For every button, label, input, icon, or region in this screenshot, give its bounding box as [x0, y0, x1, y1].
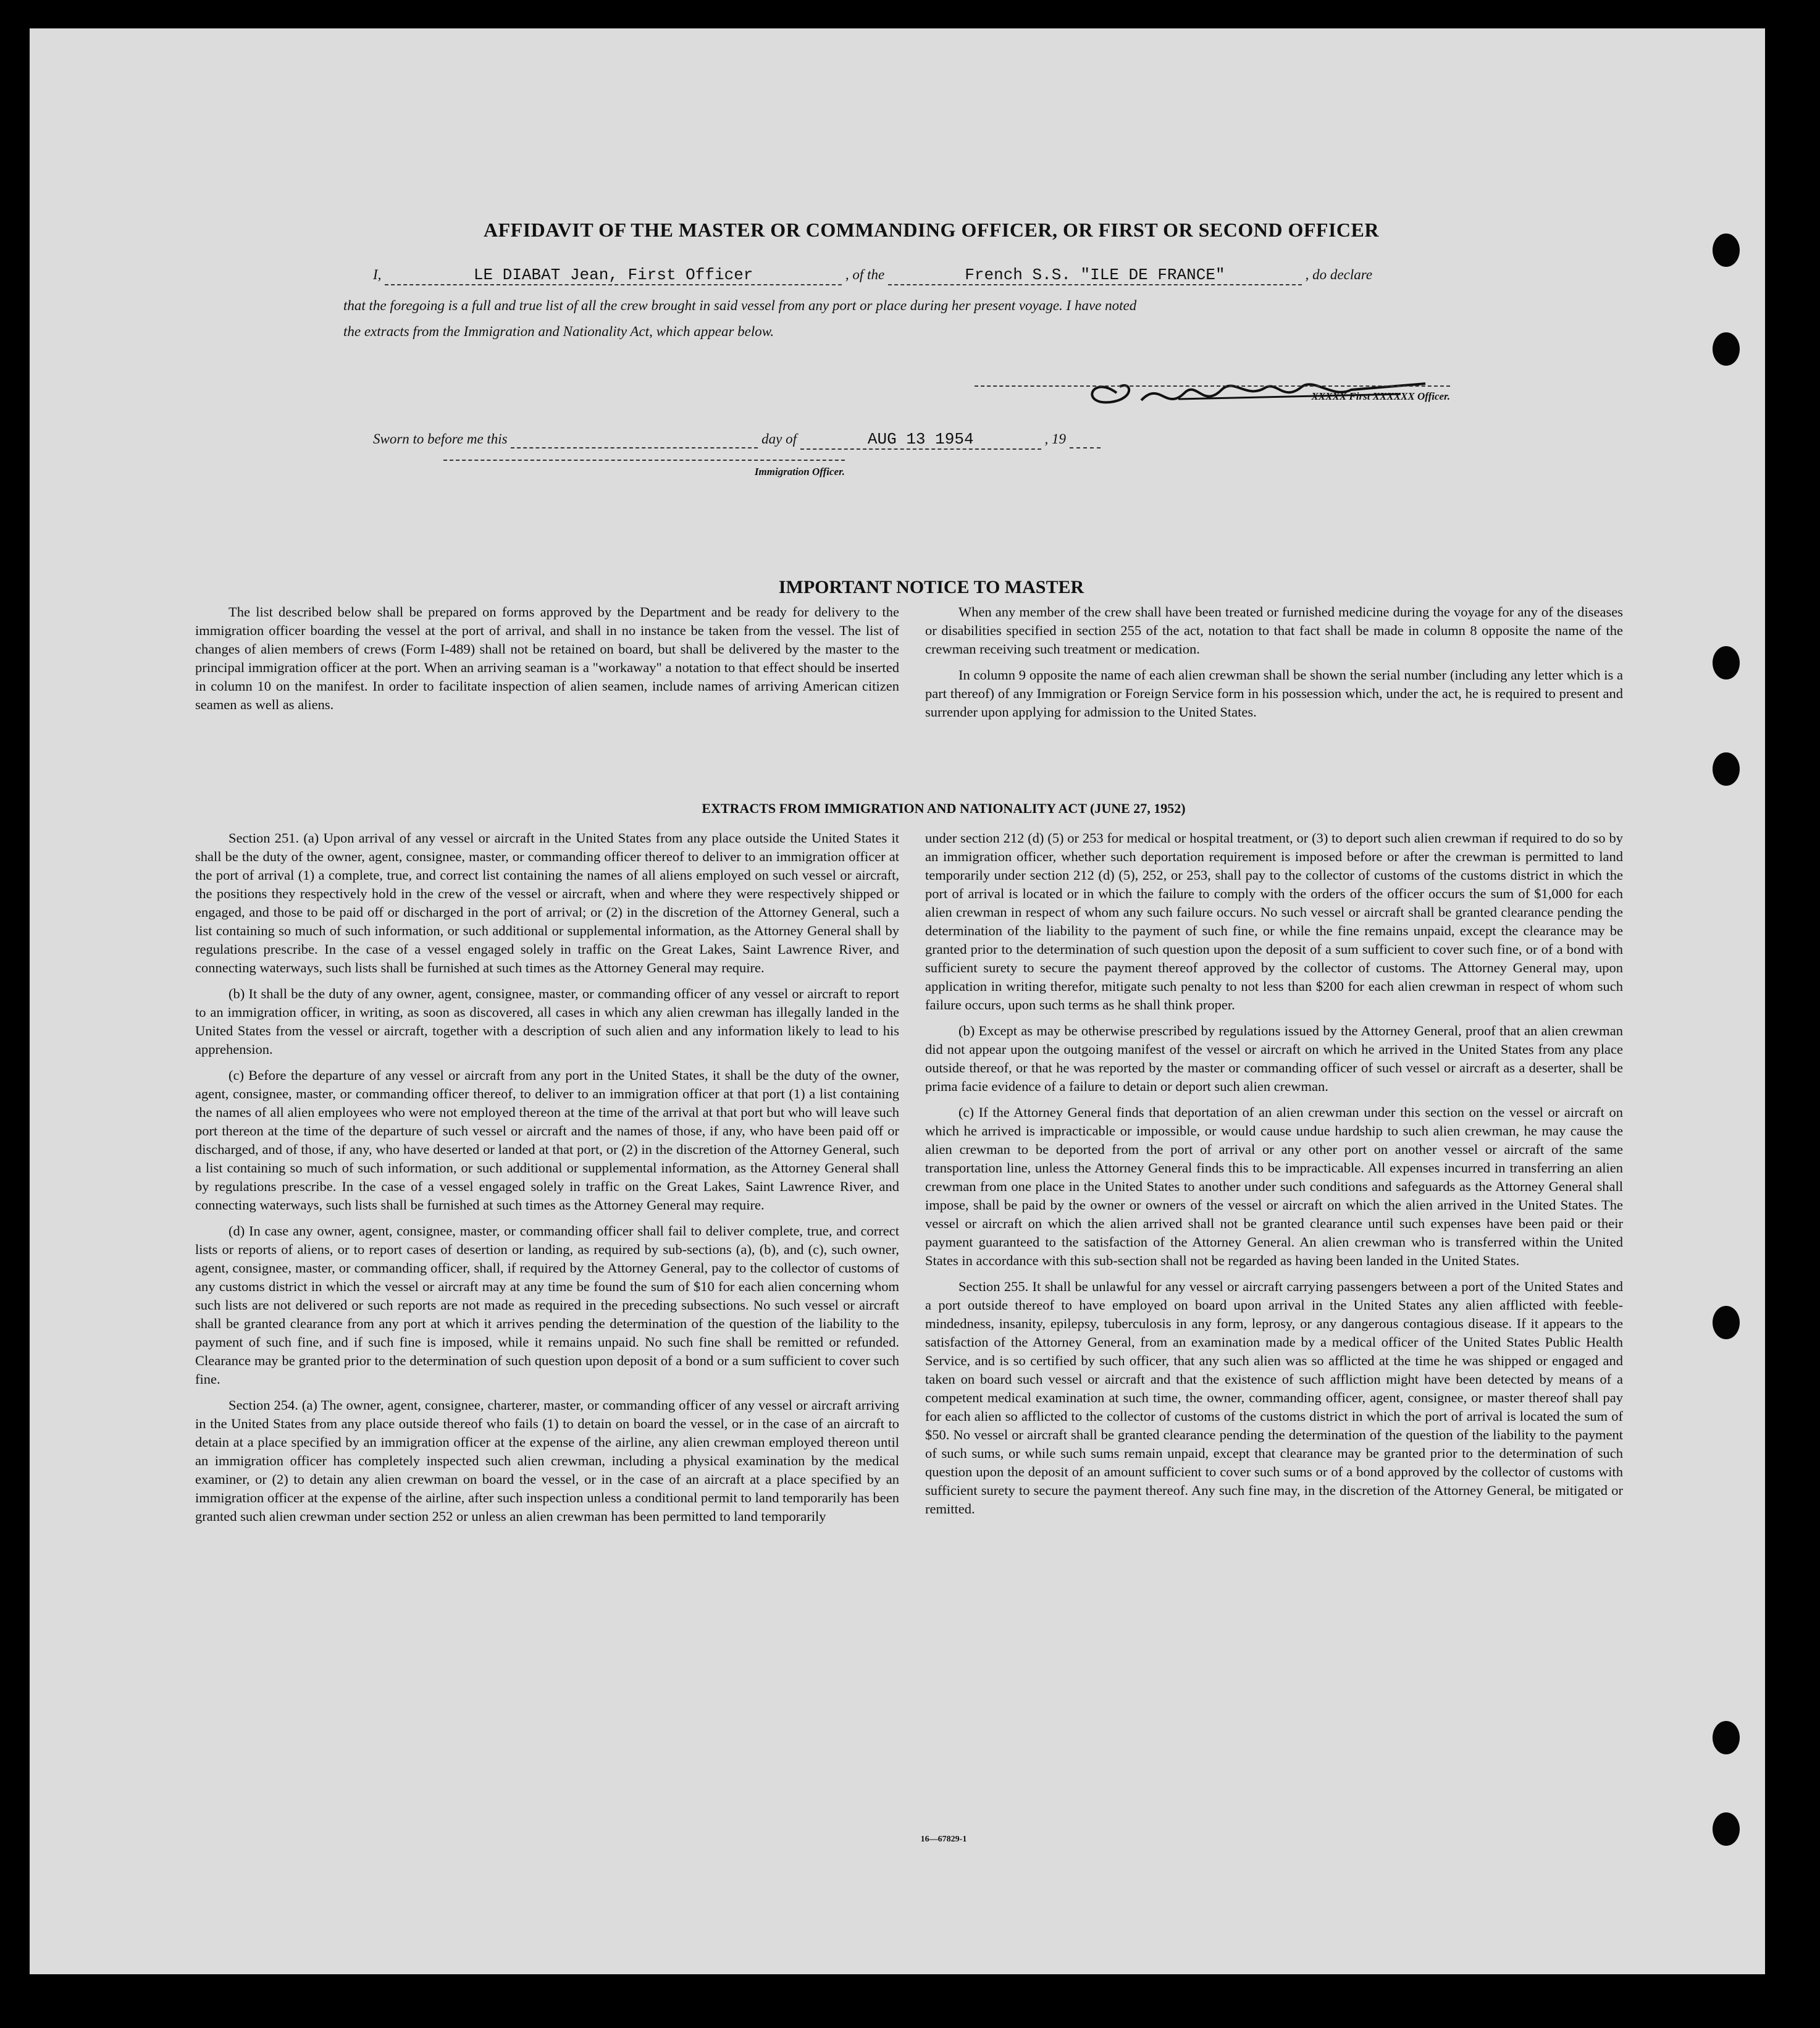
- notice-title: IMPORTANT NOTICE TO MASTER: [778, 577, 1084, 597]
- immigration-officer-line: [443, 460, 845, 461]
- sworn-line: [373, 430, 1238, 450]
- extract-paragraph: (c) If the Attorney General finds that deportation of an alien crewman under this section on the vessel or aircraft on which he arrived is impracticable or impossible, or would cause undue hardship to such alien crewman, he may cause the alien crewman to be deported from the port of arrival or any other port on another vessel or aircraft of the same transportation line, unless the Attorney General finds this to be impracticable. All expenses incurred in transferring an alien crewman from one place in the United States to another under such conditions and safeguards as the Attorney General shall impose, shall be paid by the owner or owners of the vessel or aircraft on which the alien arrived in the United States. The vessel or aircraft on which the alien arrived shall not be granted clearance until such expenses have been paid or their payment guaranteed to the satisfaction of the Attorney General. An alien crewman who is transferred within the United States in accordance with this sub-section shall not be regarded as having been landed in the United States.: [925, 1104, 1623, 1268]
- date-stamp: AUG 13 1954: [867, 430, 974, 448]
- do-declare-label: , do declare: [1305, 267, 1373, 282]
- extract-paragraph: (d) In case any owner, agent, consignee, master, or commanding officer shall fail to deliver complete, true, and correct lists or reports of aliens, or to report cases of desertion or landing, as required by sub-sections (a), (b), and (c), such owner, agent, consignee, master, or commanding officer, shall, if required by the Attorney General, pay to the collector of customs of any customs district in which the vessel or aircraft may at any time be found the sum of $10 for each alien concerning whom such lists are not delivered or such reports are not made as required in the preceding subsections. No such vessel or aircraft shall be granted clearance from any port at which it arrives pending the determination of the question of the liability to the payment of such fine, and if such fine is imposed, while it remains unpaid. No such fine shall be remitted or refunded. Clearance may be granted prior to the determination of such question upon deposit of a bond or a sum sufficient to cover such fine.: [195, 1223, 899, 1387]
- punch-hole-icon: [1713, 332, 1740, 366]
- punch-hole-icon: [1713, 646, 1740, 680]
- form-number: 16—67829-1: [920, 1835, 967, 1844]
- day-of-label: day of: [761, 431, 797, 447]
- form-sheet: [30, 28, 1765, 1974]
- extracts-title: EXTRACTS FROM IMMIGRATION AND NATIONALITY ACT (JUNE 27, 1952): [702, 801, 1186, 816]
- extract-paragraph: (c) Before the departure of any vessel or aircraft from any port in the United States, it shall be the duty of the owner, agent, consignee, master, or commanding officer thereof, to deliver to an immigration officer at that port (1) a list containing the names of all alien employees who were not employed thereon at the time of the arrival at that port but who will leave such port thereon at the time of the departure of such vessel or aircraft and the names of those, if any, who have been paid off or discharged, and of those, if any, who have deserted or landed at that port, or (2) in the discretion of the Attorney General, such a list containing so much of such information, or such additional or supplemental information, as the Attorney General shall by regulations prescribe. In the case of a vessel engaged solely in traffic on the Great Lakes, Saint Lawrence River, and connecting waterways, such lists shall be furnished at such times as the Attorney General may require.: [195, 1067, 899, 1213]
- extracts-right-column: [925, 829, 1623, 1526]
- notice-right-column: [925, 603, 1623, 729]
- notice-paragraph: The list described below shall be prepared on forms approved by the Department and be ready for delivery to the immigration officer boarding the vessel at the port of arrival, and shall in no instance be taken from the vessel. The list of changes of alien members of crews (Form I-489) shall not be retained on board, but shall be delivered by the master to the principal immigration officer at the port. When an arriving seaman is a "workaway" a notation to that effect should be inserted in column 10 on the manifest. In order to facilitate inspection of alien seamen, include names of arriving American citizen seamen as well as aliens.: [195, 604, 899, 712]
- notice-paragraph: When any member of the crew shall have been treated or furnished medicine during the voyage for any of the diseases or disabilities specified in section 255 of the act, notation to that fact shall be made in column 8 opposite the name of the crewman receiving such treatment or medication.: [925, 604, 1623, 657]
- prefix-i: I,: [373, 267, 382, 282]
- officer-name-field[interactable]: [385, 266, 842, 285]
- year-prefix: , 19: [1044, 431, 1066, 447]
- punch-hole-icon: [1713, 234, 1740, 267]
- extract-paragraph: under section 212 (d) (5) or 253 for medical or hospital treatment, or (3) to deport such alien crewman if required to do so by an immigration officer, whether such deportation requirement is imposed before or after the crewman is permitted to land temporarily under section 212 (d) (5), 252, or 253, shall pay to the collector of customs of the customs district in which the port of arrival is located or in which the failure to comply with the orders of the officer occurs the sum of $1,000 for each alien crewman in respect of whom any such failure occurs. No such vessel or aircraft shall be granted clearance pending the determination of the liability to the payment of such fine, or while the fine remains unpaid, except the clearance may be granted prior to the determination of such question upon the deposit of a sum sufficient to cover such fine, or of a bond with sufficient surety to secure the payment thereof approved by the collector of customs. The Attorney General may, upon application in writing therefor, mitigate such penalty to not less than $200 for each alien crewman in respect of whom such failure occurs, upon such terms as he shall think proper.: [925, 830, 1623, 1012]
- declaration-line-1: that the foregoing is a full and true list of all the crew brought in said vessel from any port or place during her present voyage. I have noted: [343, 298, 1137, 313]
- extract-paragraph: (b) Except as may be otherwise prescribed by regulations issued by the Attorney General, proof that an alien crewman did not appear upon the outgoing manifest of the vessel or aircraft on which he arrived in the United States from any place outside thereof, or that he was reported by the master or commanding officer of such vessel or aircraft as a deserter, shall be prima facie evidence of a failure to detain or deport such alien crewman.: [925, 1023, 1623, 1094]
- vessel-name-field[interactable]: [888, 266, 1302, 285]
- notice-left-column: [195, 603, 899, 722]
- signature-line: [975, 385, 1450, 387]
- extract-paragraph: Section 251. (a) Upon arrival of any vessel or aircraft in the United States from any place outside the United States it shall be the duty of the owner, agent, consignee, master, or commanding officer thereof to deliver to an immigration officer at the port of arrival (1) a complete, true, and correct list containing the names of all aliens employed on such vessel or aircraft, the positions they respectively hold in the crew of the vessel or aircraft, when and where they were respectively shipped or engaged, and those to be paid off or discharged in the port of arrival; or (2) in the discretion of the Attorney General, such a list containing so much of such information, or such additional or supplemental information, as the Attorney General shall by regulations prescribe. In the case of a vessel engaged solely in traffic on the Great Lakes, Saint Lawrence River, and connecting waterways, such lists shall be furnished at such times as the Attorney General may require.: [195, 830, 899, 975]
- year-field[interactable]: [1070, 431, 1101, 448]
- extract-paragraph: Section 255. It shall be unlawful for any vessel or aircraft carrying passengers between a port of the United States and a port outside thereof to have employed on board upon arrival in the United States any alien afflicted with feeble-mindedness, insanity, epilepsy, tuberculosis in any form, leprosy, or any dangerous contagious disease. If it appears to the satisfaction of the Attorney General, from an examination made by a medical officer of the United States Public Health Service, and is so certified by such officer, that any such alien was so afflicted at the time he was shipped or engaged and taken on board such vessel or aircraft and that the existence of such affliction might have been detected by means of a competent medical examination at such time, the owner, commanding officer, agent, consignee, or master thereof shall pay for each alien so afflicted to the collector of customs of the customs district in which the port of arrival is located the sum of $50. No vessel or aircraft shall be granted clearance pending the determination of the question of the liability to the payment of such sums, or while such sums remain unpaid, except that clearance may be granted prior to the determination of such question upon the deposit of an amount sufficient to cover such sums or of a bond approved by the collector of customs with sufficient surety to secure the payment thereof. Any such fine may, in the discretion of the Attorney General, be mitigated or remitted.: [925, 1279, 1623, 1517]
- sworn-day-field[interactable]: [511, 431, 758, 448]
- punch-hole-icon: [1713, 1812, 1740, 1846]
- officer-name-value: LE DIABAT Jean, First Officer: [473, 266, 753, 284]
- sworn-date-field[interactable]: [800, 430, 1041, 450]
- sworn-label: Sworn to before me this: [373, 431, 508, 447]
- signature-caption: XXXXX First XXXXXX Officer.: [1311, 390, 1450, 402]
- declaration-line-2: the extracts from the Immigration and Nationality Act, which appear below.: [343, 324, 774, 339]
- extract-paragraph: (b) It shall be the duty of any owner, agent, consignee, master, or commanding officer of any vessel or aircraft to report to an immigration officer, in writing, as soon as discovered, all cases in which any alien crewman has illegally landed in the United States from the vessel or aircraft, together with a description of such alien and any information likely to lead to his apprehension.: [195, 986, 899, 1057]
- extracts-left-column: [195, 829, 899, 1533]
- of-the-label: , of the: [845, 267, 885, 282]
- immigration-officer-label: Immigration Officer.: [754, 466, 845, 478]
- punch-hole-icon: [1713, 752, 1740, 786]
- punch-hole-icon: [1713, 1306, 1740, 1339]
- extract-paragraph: Section 254. (a) The owner, agent, consignee, charterer, master, or commanding officer of any vessel or aircraft arriving in the United States from any place outside thereof who fails (1) to detain on board the vessel, or in the case of an aircraft to detain at a place specified by an immigration officer at the expense of the airline, any alien crewman employed thereon until an immigration officer has completely inspected such alien crewman, including a physical examination by the medical examiner, or (2) to detain any alien crewman on board the vessel, or in the case of an aircraft at a place specified by an immigration officer at the expense of the airline, after such inspection unless a conditional permit to land temporarily has been granted such alien crewman under section 252 or unless an alien crewman has been permitted to land temporarily: [195, 1397, 899, 1524]
- punch-hole-icon: [1713, 1721, 1740, 1754]
- affidavit-title: AFFIDAVIT OF THE MASTER OR COMMANDING OFFICER, OR FIRST OR SECOND OFFICER: [484, 219, 1379, 241]
- declarant-line: [373, 266, 1546, 285]
- notice-paragraph: In column 9 opposite the name of each alien crewman shall be shown the serial number (including any letter which is a part thereof) of any Immigration or Foreign Service form in his possession which, under the act, he is required to present and surrender upon applying for admission to the United States.: [925, 667, 1623, 720]
- vessel-name-value: French S.S. "ILE DE FRANCE": [965, 266, 1225, 284]
